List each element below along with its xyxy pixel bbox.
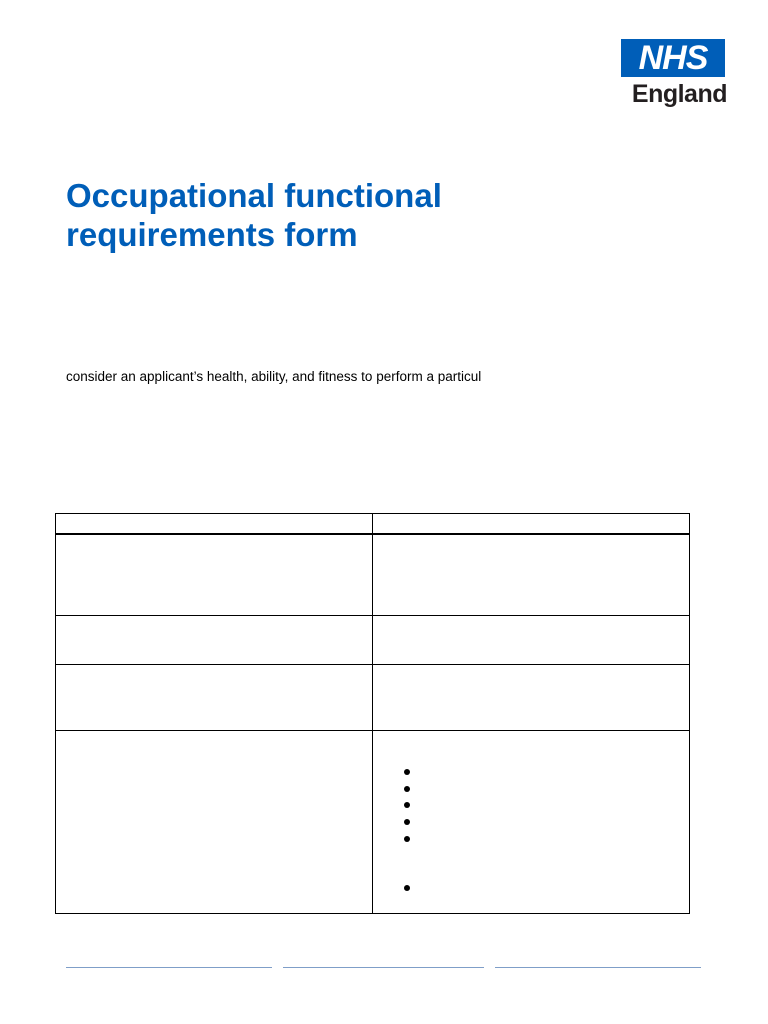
table-cell-left [56, 616, 373, 665]
table-row [56, 665, 690, 731]
footer-rule-center [283, 967, 484, 968]
table-cell-left [56, 665, 373, 731]
table-header-row [56, 514, 690, 535]
table-header-cell-right [373, 514, 690, 535]
bullet-point [404, 885, 410, 891]
bullet-point [404, 819, 410, 825]
table-cell-right [373, 616, 690, 665]
intro-text: consider an applicant’s health, ability, and fitness to perform a particul [66, 369, 482, 384]
nhs-england-logo [621, 39, 727, 109]
table-cell-right [373, 665, 690, 731]
requirements-table [55, 513, 690, 914]
bullet-point [404, 836, 410, 842]
footer-rule-left [66, 967, 272, 968]
table-cell-left [56, 731, 373, 914]
nhs-logo-org: England [631, 80, 727, 108]
table-row [56, 616, 690, 665]
bullet-point [404, 802, 410, 808]
footer-rule-right [495, 967, 701, 968]
table-cell-right [373, 534, 690, 616]
bullet-point [404, 769, 410, 775]
table-header-cell-left [56, 514, 373, 535]
nhs-logo-box [621, 39, 725, 77]
bullet-point [404, 786, 410, 792]
nhs-logo-mark: NHS [638, 39, 708, 77]
table-cell-right-bullets [373, 731, 690, 914]
table-row [56, 731, 690, 914]
table-row [56, 534, 690, 616]
table-cell-left [56, 534, 373, 616]
page-title: Occupational functional requirements form [66, 177, 442, 253]
